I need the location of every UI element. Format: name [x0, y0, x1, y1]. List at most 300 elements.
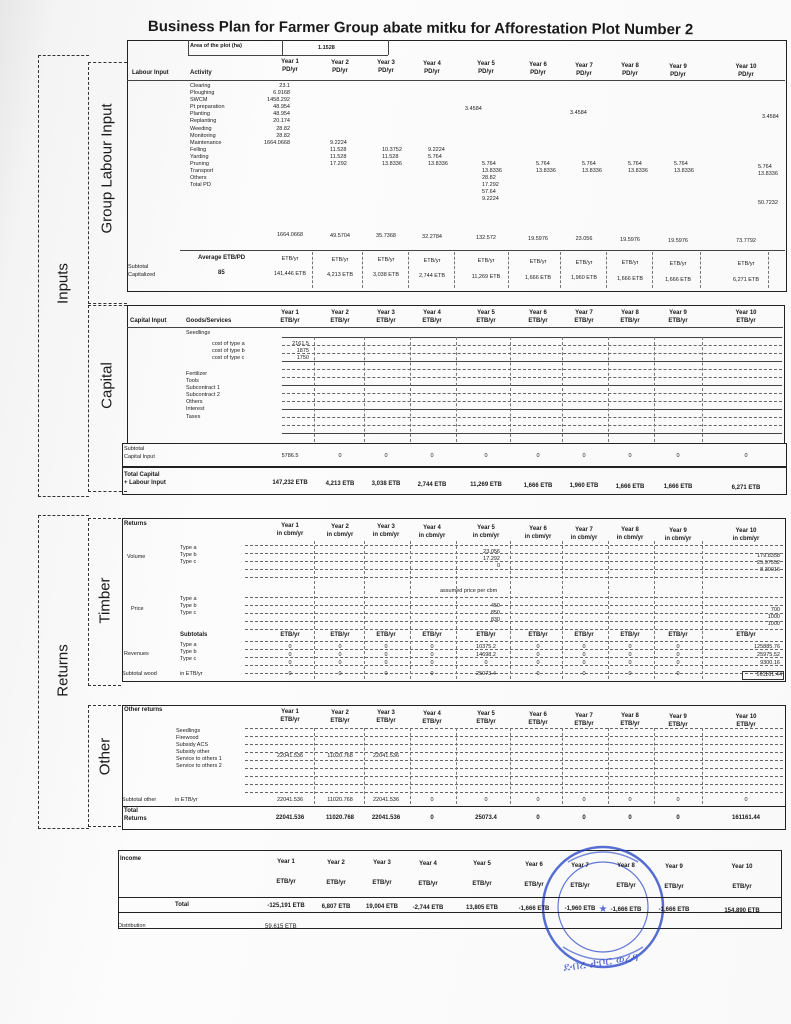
timber-unit-7: in cbm/yr [570, 534, 598, 541]
labour-column-divider [362, 252, 363, 288]
total-returns-row [122, 806, 786, 830]
capital-subtotal-label: Subtotal [124, 446, 145, 452]
capital-input-label: Capital Input [124, 454, 155, 460]
price-label: Price [131, 606, 144, 612]
capitalized-6: 1,666 ETB [525, 274, 551, 281]
timber-etb-unit-1: ETB/yr [280, 632, 300, 638]
year10-value: 5.764 [758, 164, 772, 170]
labour-year-1: Year 1 [281, 59, 299, 65]
total-pd-10: 73.7792 [736, 238, 756, 245]
etb-unit-3: ETB/yr [377, 257, 395, 264]
year2-values [330, 140, 347, 168]
wood-6: 0 [536, 671, 540, 677]
volume-type: Type c [180, 559, 197, 566]
year5-value: 9.2224 [482, 196, 499, 203]
timber-column-divider [510, 541, 511, 679]
capital-grid-line [282, 345, 782, 346]
other-column-divider [314, 728, 315, 804]
timber-unit-10: in cbm/yr [732, 536, 760, 543]
labour-unit-9: PD/yr [670, 71, 686, 78]
capital-subtotal-10: 0 [744, 453, 748, 459]
capital-grid-line [282, 417, 782, 418]
capital-unit-3: ETB/yr [376, 318, 396, 324]
income-year-4: Year 4 [419, 860, 437, 867]
distribution-value: 59,615 ETB [265, 924, 297, 930]
total-capital-6: 1,666 ETB [523, 482, 553, 489]
other-unit-2: ETB/yr [330, 717, 350, 724]
other-year-10: Year 10 [735, 714, 757, 721]
wood-4: 0 [430, 671, 434, 677]
wood-8: 0 [628, 671, 632, 677]
capital-item: Taxes [186, 413, 201, 420]
price-y5-value: 450 [490, 603, 500, 609]
total-capital-3: 3,038 ETB [371, 481, 401, 487]
labour-unit-3: PD/yr [378, 68, 394, 75]
revenue-1-3: 0 [384, 652, 388, 658]
cost-item: cost of type c [212, 355, 245, 362]
income-unit-8: ETB/yr [616, 883, 636, 890]
timber-etb-unit-8: ETB/yr [620, 632, 640, 638]
timber-unit-3: in cbm/yr [372, 532, 400, 539]
other-column-divider [364, 728, 365, 804]
capitalized-8: 1,666 ETB [617, 275, 643, 282]
price-y10-value: 1000 [767, 621, 780, 628]
other-year-1: Year 1 [281, 709, 299, 715]
other-year-7: Year 7 [575, 712, 593, 719]
other-unit-4: ETB/yr [422, 718, 442, 725]
acs-3: 22041.536 [373, 753, 399, 759]
total-pd-6: 19.5976 [528, 235, 548, 242]
revenue-1-2: 0 [338, 652, 342, 658]
labour-year-8: Year 8 [621, 63, 639, 70]
year6-value: 5.764 [536, 161, 550, 167]
capital-column-divider [456, 337, 457, 442]
total-capital-5: 11,269 ETB [470, 482, 502, 488]
timber-etb-unit-10: ETB/yr [736, 632, 756, 638]
area-value: 1.1528 [318, 45, 335, 51]
income-total-10: 154,890 ETB [724, 907, 760, 914]
year1-value: 28.82 [276, 132, 290, 139]
income-total-5: 13,805 ETB [465, 905, 499, 911]
timber-year-4: Year 4 [423, 524, 441, 531]
capital-grid-line [282, 369, 782, 370]
revenue-type: Type c [180, 656, 197, 663]
revenue-2-6: 0 [536, 660, 540, 666]
capital-column-divider [314, 337, 315, 442]
timber-year-3: Year 3 [377, 524, 395, 531]
activity-name: Pt preparation [190, 104, 225, 111]
capital-unit-6: ETB/yr [528, 318, 548, 324]
income-total-9: -1,666 ETB [658, 907, 690, 913]
timber-year-1: Year 1 [281, 523, 299, 529]
revenue-0-1: 0 [288, 644, 292, 650]
revenue-2-2: 0 [338, 660, 342, 666]
year6-value: 13.8336 [536, 168, 556, 175]
total-capital-10: 6,271 ETB [731, 484, 761, 491]
timber-column-divider [456, 541, 457, 679]
year2-value: 11.528 [330, 147, 347, 154]
labour-column-divider [454, 252, 455, 288]
other-year-8: Year 8 [621, 713, 639, 720]
timber-etb-unit-6: ETB/yr [528, 632, 548, 638]
timber-label: Timber [96, 577, 114, 624]
price-y5-value: 830 [490, 617, 500, 624]
cost-items [212, 341, 245, 362]
labour-unit-6: PD/yr [530, 70, 546, 76]
wood-5: 25073.4 [476, 671, 496, 677]
cost-value: 1750 [296, 355, 309, 362]
year2-value: 9.2224 [330, 140, 347, 146]
year5-value: 5.764 [482, 161, 496, 167]
year1-value: 1458.292 [267, 97, 290, 104]
labour-unit-8: PD/yr [622, 71, 638, 78]
other-subtotal-1: 22041.536 [277, 797, 303, 803]
income-unit-4: ETB/yr [418, 880, 438, 887]
total-return-5: 25073.4 [475, 815, 497, 821]
total-pd-7: 23.056 [575, 236, 593, 243]
year8-value: 13.8336 [628, 168, 648, 175]
other-column-divider [562, 728, 563, 804]
other-column-divider [410, 728, 411, 804]
capital-unit-9: ETB/yr [668, 318, 688, 324]
capital-grid-line [282, 425, 782, 426]
other-subtotal-9: 0 [676, 797, 680, 803]
total-pd-4: 32.2784 [422, 234, 442, 241]
capital-item: Tools [186, 378, 199, 385]
volume-y5-value: 17.292 [483, 556, 500, 563]
other-column-divider [510, 728, 511, 804]
activity-name: Felling [190, 146, 207, 153]
total-capital-9: 1,666 ETB [663, 484, 693, 490]
income-unit-6: ETB/yr [524, 882, 544, 888]
total-return-2: 11020.768 [325, 815, 355, 821]
revenue-1-7: 0 [582, 652, 586, 658]
capitalized-7: 1,960 ETB [571, 275, 597, 282]
revenue-0-6: 0 [536, 644, 540, 650]
labour-year-6: Year 6 [529, 62, 547, 68]
capital-year-8: Year 8 [621, 310, 639, 316]
income-total-7: -1,960 ETB [564, 906, 596, 912]
activity-name: Planting [190, 111, 210, 118]
labour-year-7: Year 7 [575, 62, 593, 69]
activity-name: Maintenance [190, 139, 222, 146]
avg-etb-label: Average ETB/PD [198, 255, 246, 261]
timber-unit-1: in cbm/yr [276, 531, 304, 537]
timber-column-divider [608, 541, 609, 679]
income-total-6: -1,666 ETB [518, 905, 550, 912]
year1-value: 23.1 [279, 83, 290, 89]
income-year-1: Year 1 [277, 859, 295, 865]
other-return-item: Firewood [176, 735, 199, 742]
total-capital-8: 1,666 ETB [615, 483, 645, 490]
year9-values [674, 161, 694, 175]
capital-unit-4: ETB/yr [422, 318, 442, 324]
capital-column-divider [364, 337, 365, 442]
year4-value: 13.8336 [428, 161, 448, 168]
other-return-item: Service to others 1 [176, 756, 222, 763]
other-unit-3: ETB/yr [376, 718, 396, 725]
group-labour-label: Group Labour Input [98, 103, 116, 234]
revenue-2-4: 0 [430, 660, 434, 666]
other-subtotal-7: 0 [582, 797, 586, 803]
total-return-8: 0 [628, 815, 632, 821]
labour-unit-5: PD/yr [478, 69, 494, 76]
labour-year-10: Year 10 [735, 64, 757, 71]
year7-value: 13.8336 [582, 168, 602, 175]
activity-name: Replanting [190, 118, 217, 125]
income-unit-9: ETB/yr [664, 883, 684, 890]
wood-in-etb: in ETB/yr [180, 671, 203, 677]
capital-subtotal-7: 0 [582, 453, 586, 459]
capitalized-9: 1,666 ETB [665, 276, 691, 283]
capital-grid-line [282, 377, 782, 378]
income-year-10: Year 10 [731, 864, 753, 871]
total-pd-2: 49.5704 [330, 232, 350, 239]
other-unit-6: ETB/yr [528, 720, 548, 726]
revenue-0-2: 0 [338, 644, 342, 650]
subtotal-label: Subtotal [128, 264, 149, 270]
year3-value: 11.528 [382, 154, 399, 161]
timber-unit-5: in cbm/yr [472, 533, 500, 540]
etb-unit-9: ETB/yr [669, 260, 687, 267]
volume-y10-value: 25.97552 [757, 560, 780, 567]
other-return-item: Service to others 2 [176, 763, 222, 770]
labour-column-divider [508, 252, 509, 288]
capital-grid-line [282, 385, 782, 386]
income-year-5: Year 5 [473, 861, 491, 868]
timber-etb-unit-4: ETB/yr [422, 632, 442, 638]
income-unit-3: ETB/yr [372, 880, 392, 887]
capital-year-5: Year 5 [477, 310, 495, 316]
subtotal-other-label: Subtotal other [122, 797, 157, 803]
activity-name: Clearing [190, 83, 211, 89]
timber-year-2: Year 2 [331, 523, 349, 530]
area-label: Area of the plot (ha) [190, 43, 242, 49]
price-type: Type c [180, 610, 197, 617]
total-capital-4: 2,744 ETB [417, 481, 447, 488]
revenue-0-5: 10375.2 [476, 644, 496, 650]
cost-value: 1875 [296, 348, 309, 355]
capital-unit-7: ETB/yr [574, 318, 594, 324]
year1-value: 48.954 [273, 111, 290, 118]
capital-year-4: Year 4 [423, 310, 441, 316]
timber-year-6: Year 6 [529, 526, 547, 532]
activity-header: Activity [190, 70, 212, 76]
total-pd-9: 19.5976 [668, 237, 688, 244]
income-unit-7: ETB/yr [570, 882, 590, 889]
other-label: Other [96, 737, 114, 776]
capital-year-2: Year 2 [331, 310, 349, 316]
capitalized-4: 2,744 ETB [419, 273, 445, 280]
year7-value: 5.764 [582, 161, 596, 167]
activity-name: Transport [190, 168, 214, 175]
other-unit-7: ETB/yr [574, 720, 594, 727]
income-year-6: Year 6 [525, 862, 543, 868]
wood-9: 0 [676, 671, 680, 677]
revenue-0-8: 0 [628, 644, 632, 650]
year1-value: 1664.0668 [264, 139, 290, 146]
capital-item: Subcontract 1 [186, 385, 220, 392]
year1-value: 6.9168 [273, 90, 290, 97]
timber-column-divider [702, 541, 703, 679]
capital-subtotal-6: 0 [536, 453, 540, 459]
labour-column-divider [560, 252, 561, 288]
year3-value: 10.3752 [382, 147, 402, 153]
labour-year-9: Year 9 [669, 63, 687, 70]
capital-unit-8: ETB/yr [620, 318, 640, 324]
timber-unit-6: in cbm/yr [524, 534, 552, 540]
total-pd-5: 132.572 [476, 234, 496, 241]
capital-unit-10: ETB/yr [736, 318, 756, 324]
capital-item: Others [186, 399, 203, 406]
distribution-label: Distribution [118, 923, 146, 929]
other-column-divider [702, 728, 703, 804]
activity-list [190, 83, 225, 189]
svg-text:★: ★ [598, 904, 608, 915]
other-year-4: Year 4 [423, 710, 441, 717]
capital-subtotal-4: 0 [430, 453, 434, 459]
year2-value: 11.528 [330, 154, 347, 161]
capital-column-divider [702, 337, 703, 442]
revenue-y10-2: 9300.16 [760, 660, 780, 666]
wood-7: 0 [582, 671, 586, 677]
year1-value: 48.954 [273, 104, 290, 111]
capitalized-10: 6,271 ETB [733, 277, 759, 284]
total-pd-1: 1664.0668 [277, 232, 303, 238]
labour-year-5: Year 5 [477, 61, 495, 68]
capital-unit-2: ETB/yr [330, 318, 350, 324]
other-column-divider [654, 728, 655, 804]
labour-column-divider [312, 252, 313, 288]
revenue-1-6: 0 [536, 652, 540, 658]
capital-grid-line [282, 353, 782, 354]
timber-year-9: Year 9 [669, 527, 687, 534]
capital-grid-line [282, 361, 782, 362]
revenue-0-7: 0 [582, 644, 586, 650]
revenue-1-1: 0 [288, 652, 292, 658]
other-subtotal-4: 0 [430, 797, 434, 803]
capital-label: Capital [98, 362, 116, 409]
revenue-1-4: 0 [430, 652, 434, 658]
labour-unit-1: PD/yr [282, 67, 298, 73]
year4-value: 9.2224 [428, 147, 445, 153]
revenue-2-5: 0 [484, 660, 488, 666]
capitalized-2: 4,213 ETB [327, 271, 353, 278]
income-year-8: Year 8 [617, 863, 635, 870]
year10-values [758, 164, 778, 207]
other-unit-10: ETB/yr [736, 722, 756, 729]
swcm-y7: 3.4584 [570, 110, 587, 116]
volume-type: Type b [180, 552, 197, 559]
year4-values [428, 147, 448, 168]
capital-grid-line [282, 433, 782, 434]
stamp-text: ደብረ ታቦር ወረዳ [562, 949, 640, 975]
income-unit-10: ETB/yr [732, 884, 752, 891]
total-capital-1: 147,232 ETB [272, 480, 308, 486]
income-year-2: Year 2 [327, 859, 345, 866]
year5-value: 13.8336 [482, 168, 502, 175]
revenue-1-9: 0 [676, 652, 680, 658]
labour-unit-2: PD/yr [332, 67, 348, 74]
capital-grid-line [282, 401, 782, 402]
labour-unit-7: PD/yr [576, 70, 592, 77]
price-types [180, 596, 197, 617]
total-capital-label: Total Capital [124, 472, 160, 478]
returns-label: Returns [54, 644, 72, 697]
other-subtotal-2: 11020.768 [327, 797, 353, 803]
capital-unit-1: ETB/yr [280, 318, 300, 324]
year3-value: 13.8336 [382, 161, 402, 168]
year9-value: 13.8336 [674, 168, 694, 175]
labour-input-header: Labour Input [132, 70, 169, 76]
other-year-6: Year 6 [529, 712, 547, 718]
timber-etb-unit-5: ETB/yr [476, 632, 496, 638]
cost-value: 2161.5 [292, 341, 309, 347]
timber-column-divider [314, 541, 315, 679]
capital-column-divider [562, 337, 563, 442]
timber-etb-unit-2: ETB/yr [330, 632, 350, 638]
other-year-9: Year 9 [669, 713, 687, 720]
year8-value: 5.764 [628, 161, 642, 167]
activity-name: Ploughing [190, 90, 215, 97]
volume-types [180, 545, 197, 566]
activity-name: Pruning [190, 161, 209, 168]
capital-other-items [186, 371, 220, 421]
total-capital-2: 4,213 ETB [325, 480, 355, 487]
other-unit-1: ETB/yr [280, 717, 300, 723]
total-return-6: 0 [536, 815, 540, 821]
timber-year-7: Year 7 [575, 526, 593, 533]
revenue-y10-1: 25975.52 [757, 652, 780, 658]
income-header: Income [120, 856, 142, 862]
labour-unit-4: PD/yr [424, 68, 440, 75]
income-total-3: 19,004 ETB [365, 904, 399, 910]
capital-subtotal-5: 0 [484, 453, 488, 459]
volume-y10-value: 179.8358 [757, 553, 780, 559]
other-unit-9: ETB/yr [668, 721, 688, 728]
price-y10-value: 1000 [767, 614, 780, 621]
activity-name: SWCM [190, 97, 208, 104]
capitalized-label: Capitalized [128, 272, 156, 278]
revenue-2-7: 0 [582, 660, 586, 666]
etb-unit-4: ETB/yr [423, 257, 441, 264]
other-in-etb: in ETB/yr [175, 797, 198, 803]
capital-year-1: Year 1 [281, 310, 299, 316]
labour-column-divider [700, 252, 701, 288]
revenue-2-3: 0 [384, 660, 388, 666]
income-unit-1: ETB/yr [276, 879, 296, 885]
total-return-7: 0 [582, 815, 586, 821]
other-year-2: Year 2 [331, 709, 349, 716]
inputs-label: Inputs [54, 263, 72, 304]
income-year-7: Year 7 [571, 862, 589, 869]
volume-y10 [748, 553, 780, 574]
other-subtotal-5: 0 [484, 797, 488, 803]
volume-type: Type a [180, 545, 197, 551]
cost-item: cost of type b [212, 348, 245, 355]
price-y5-value: 850 [490, 610, 500, 617]
year5-value: 17.292 [482, 182, 499, 189]
year2-value: 17.292 [330, 161, 347, 168]
capital-subtotal-8: 0 [628, 453, 632, 459]
avg-etb-value: 85 [218, 270, 225, 276]
revenue-type: Type a [180, 642, 197, 648]
other-items [176, 728, 222, 771]
etb-unit-1: ETB/yr [281, 256, 299, 262]
revenue-0-9: 0 [676, 644, 680, 650]
volume-y5-value: 23.056 [483, 549, 500, 555]
other-unit-5: ETB/yr [476, 719, 496, 726]
